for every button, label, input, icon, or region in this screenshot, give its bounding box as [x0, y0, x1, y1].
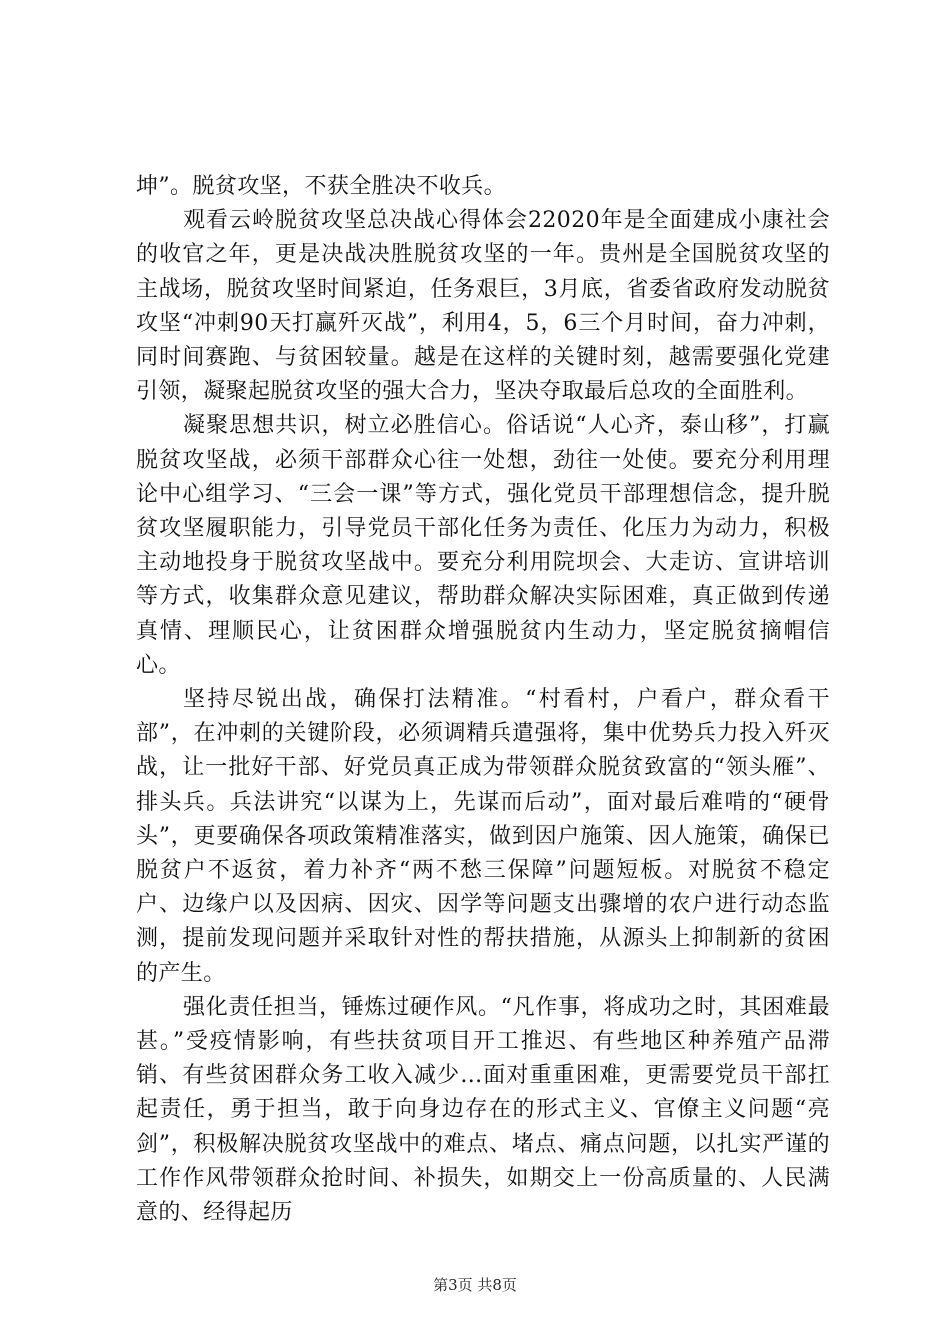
- page-number: 第3页 共8页: [433, 1276, 517, 1294]
- paragraph-continuation: 坤”。脱贫攻坚，不获全胜决不收兵。: [136, 174, 507, 199]
- paragraph-intro: 观看云岭脱贫攻坚总决战心得体会22020年是全面建成小康社会的收官之年，更是决战决胜脱贫攻坚的一年。贵州是全国脱贫攻坚的主战场，脱贫攻坚时间紧迫，任务艰巨，3月底，省委省政府发动脱贫攻坚“冲刺90天打赢歼灭战”，利用4，5，6三个月时间，奋力冲刺，同时间赛跑、与贫困较量。越是在这样的关键时刻，越需要强化党建引领，凝聚起脱贫攻坚的强大合力，坚决夺取最后总攻的全面胜利。: [136, 208, 830, 405]
- paragraph-consensus: 凝聚思想共识，树立必胜信心。俗话说“人心齐，泰山移”，打赢脱贫攻坚战，必须干部群众心往一处想，劲往一处使。要充分利用理论中心组学习、“三会一课”等方式，强化党员干部理想信念，提升脱贫攻坚履职能力，引导党员干部化任务为责任、化压力为动力，积极主动地投身于脱贫攻坚战中。要充分利用院坝会、大走访、宣讲培训等方式，收集群众意见建议，帮助群众解决实际困难，真正做到传递真情、理顺民心，让贫困群众增强脱贫内生动力，坚定脱贫摘帽信心。: [136, 413, 830, 678]
- document-body: [136, 170, 830, 1230]
- paragraph-responsibility: 强化责任担当，锤炼过硬作风。“凡作事，将成功之时，其困难最甚。”受疫情影响，有些扶贫项目开工推迟、有些地区种养殖产品滞销、有些贫困群众务工收入减少...面对重重困难，更需要党员干部扛起责任，勇于担当，敢于向身边存在的形式主义、官僚主义问题“亮剑”，积极解决脱贫攻坚战中的难点、堵点、痛点问题，以扎实严谨的工作作风带领群众抢时间、补损失，如期交上一份高质量的、人民满意的、经得起历: [136, 994, 830, 1226]
- page-footer: [0, 1275, 950, 1295]
- paragraph-precision: 坚持尽锐出战，确保打法精准。“村看村，户看户，群众看干部”，在冲刺的关键阶段，必须调精兵遣强将，集中优势兵力投入歼灭战，让一批好干部、好党员真正成为带领群众脱贫致富的“领头雁”、排头兵。兵法讲究“以谋为上，先谋而后动”，面对最后难啃的“硬骨头”，更要确保各项政策精准落实，做到因户施策、因人施策，确保已脱贫户不返贫，着力补齐“两不愁三保障”问题短板。对脱贫不稳定户、边缘户以及因病、因灾、因学等问题支出骤增的农户进行动态监测，提前发现问题并采取针对性的帮扶措施，从源头上抑制新的贫困的产生。: [136, 687, 830, 986]
